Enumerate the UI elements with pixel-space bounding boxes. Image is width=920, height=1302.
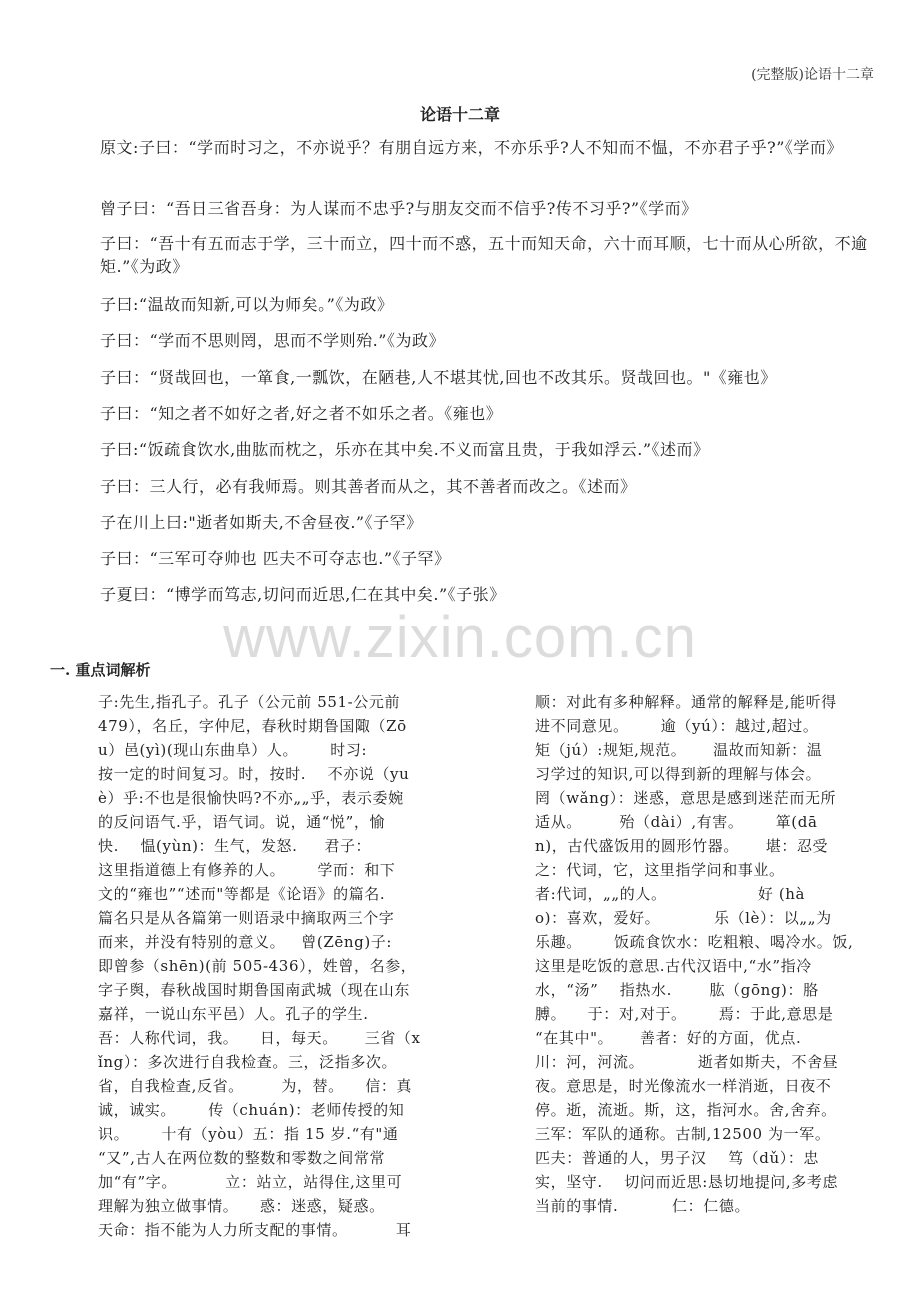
left-column-line: 文的“雍也”“述而"等都是《论语》的篇名. bbox=[98, 885, 386, 903]
right-column-line: 之：代词，它，这里指学问和事业。 bbox=[535, 861, 785, 879]
left-column-line: 吾：人称代词，我。 日，每天。 三省（x bbox=[98, 1029, 421, 1047]
original-text-6: 子曰：“贤哉回也，一箪食,一瓢饮，在陋巷,人不堪其忧,回也不改其乐。贤哉回也。"《雍也》 bbox=[100, 368, 777, 387]
right-column-line: o)：喜欢，爱好。 乐（lè）：以„„为 bbox=[535, 909, 832, 927]
right-column-line: 停。逝，流逝。斯，这，指河水。舍,舍弃。 bbox=[535, 1101, 837, 1119]
right-column-line: 者:代词，„„的人。 好 (hà bbox=[535, 885, 806, 903]
left-column-line: 省，自我检查,反省。 为，替。 信：真 bbox=[98, 1077, 413, 1095]
right-column bbox=[535, 690, 880, 1218]
left-column-line: “又”,古人在两位数的整数和零数之间常常 bbox=[98, 1149, 386, 1167]
right-column-line: 三军：军队的通称。古制,12500 为一军。 bbox=[535, 1125, 831, 1143]
original-text-8: 子曰:“饭疏食饮水,曲肱而枕之，乐亦在其中矣.不义而富且贵，于我如浮云.”《述而》 bbox=[100, 440, 710, 459]
left-column-line: 字子舆，春秋战国时期鲁国南武城（现在山东 bbox=[98, 981, 411, 999]
watermark: www.zixin.com.cn bbox=[223, 605, 697, 670]
left-column-line: 诚，诚实。 传（chuán)：老师传授的知 bbox=[98, 1101, 405, 1119]
right-column-line: 顺：对此有多种解释。通常的解释是,能听得 bbox=[535, 693, 837, 711]
left-column-line: 天命：指不能为人力所支配的事情。 耳 bbox=[98, 1221, 412, 1239]
original-text-2: 曾子曰：“吾日三省吾身：为人谋而不忠乎?与朋友交而不信乎?传不习乎?”《学而》 bbox=[100, 199, 698, 218]
original-text-7: 子曰：“知之者不如好之者,好之者不如乐之者。《雍也》 bbox=[100, 404, 503, 423]
right-column-line: 夜。意思是，时光像流水一样消逝，日夜不 bbox=[535, 1077, 832, 1095]
left-column bbox=[98, 690, 448, 1242]
original-text-10: 子在川上曰:"逝者如斯夫,不舍昼夜.”《子罕》 bbox=[100, 513, 423, 532]
section-title: 一. 重点词解析 bbox=[50, 661, 151, 679]
left-column-line: u）邑(yì)(现山东曲阜）人。 时习: bbox=[98, 741, 368, 759]
left-column-line: ǐng）：多次进行自我检查。三，泛指多次。 bbox=[98, 1053, 398, 1071]
original-text-4: 子曰:“温故而知新,可以为师矣。”《为政》 bbox=[100, 295, 394, 314]
left-column-line: 即曾参（shēn)(前 505-436），姓曾，名参， bbox=[98, 957, 417, 975]
original-text-5: 子曰：“学而不思则罔，思而不学则殆.”《为政》 bbox=[100, 331, 445, 350]
right-column-line: “在其中"。 善者：好的方面，优点. bbox=[535, 1029, 802, 1047]
right-column-line: 习学过的知识,可以得到新的理解与体会。 bbox=[535, 765, 822, 783]
original-text-3: 子曰：“吾十有五而志于学，三十而立，四十而不惑，五十而知天命，六十而耳顺，七十而从心所欲，不逾矩.”《为政》 bbox=[100, 234, 868, 276]
left-column-line: 而来，并没有特别的意义。 曾(Zēng)子: bbox=[98, 933, 393, 951]
left-column-line: 479），名丘，字仲尼，春秋时期鲁国陬（Zō bbox=[98, 717, 407, 735]
right-column-line: 乐趣。 饭疏食饮水：吃粗粮、喝冷水。饭, bbox=[535, 933, 854, 951]
original-text-12: 子夏曰：“博学而笃志,切问而近思,仁在其中矣.”《子张》 bbox=[100, 585, 506, 604]
left-column-line: è）乎:不也是很愉快吗?不亦„„乎，表示委婉 bbox=[98, 789, 404, 807]
right-column-line: n)，古代盛饭用的圆形竹器。 堪：忍受 bbox=[535, 837, 829, 855]
page-header: (完整版)论语十二章 bbox=[751, 67, 874, 83]
left-column-line: 子:先生,指孔子。孔子（公元前 551-公元前 bbox=[98, 693, 401, 711]
left-column-line: 理解为独立做事情。 惑：迷惑，疑惑。 bbox=[98, 1197, 385, 1215]
right-column-line: 矩（jú）:规矩,规范。 温故而知新：温 bbox=[535, 741, 823, 759]
right-column-line: 实，坚守. 切问而近思:恳切地提问,多考虑 bbox=[535, 1173, 839, 1191]
right-column-line: 罔（wǎng）：迷惑，意思是感到迷茫而无所 bbox=[535, 789, 837, 807]
left-column-line: 加“有”字。 立：站立，站得住,这里可 bbox=[98, 1173, 403, 1191]
right-column-line: 这里是吃饭的意思.古代汉语中,“水”指冷 bbox=[535, 957, 812, 975]
left-column-line: 篇名只是从各篇第一则语录中摘取两三个字 bbox=[98, 909, 395, 927]
right-column-line: 水，“汤” 指热水. 肱（gōng)：胳 bbox=[535, 981, 819, 999]
left-column-line: 嘉祥，一说山东平邑）人。孔子的学生. bbox=[98, 1005, 369, 1023]
right-column-line: 匹夫：普通的人，男子汉 笃（dǔ）：忠 bbox=[535, 1149, 820, 1167]
left-column-line: 的反问语气.乎，语气词。说，通“悦”，愉 bbox=[98, 813, 386, 831]
document-title: 论语十二章 bbox=[419, 105, 500, 124]
right-column-line: 膊。 于：对,对于。 焉：于此,意思是 bbox=[535, 1005, 834, 1023]
left-column-line: 识。 十有（yòu）五：指 15 岁.“有"通 bbox=[98, 1125, 399, 1143]
right-column-line: 适从。 殆（dài）,有害。 箪(dā bbox=[535, 813, 818, 831]
right-column-line: 当前的事情. 仁：仁德。 bbox=[535, 1197, 751, 1215]
original-text-9: 子曰：三人行，必有我师焉。则其善者而从之，其不善者而改之。《述而》 bbox=[100, 477, 637, 496]
left-column-line: 快. 愠(yùn)：生气，发怒. 君子： bbox=[98, 837, 372, 855]
right-column-line: 进不同意见。 逾（yú）：越过,超过。 bbox=[535, 717, 819, 735]
left-column-line: 按一定的时间复习。时，按时. 不亦说（yu bbox=[98, 765, 410, 783]
original-text-1: 原文:子曰：“学而时习之，不亦说乎？有朋自远方来，不亦乐乎?人不知而不愠，不亦君子乎?”《学而》 bbox=[100, 138, 843, 157]
right-column-line: 川：河，河流。 逝者如斯夫，不舍昼 bbox=[535, 1053, 839, 1071]
original-text-11: 子曰：“三军可夺帅也 匹夫不可夺志也.”《子罕》 bbox=[100, 549, 451, 568]
left-column-line: 这里指道德上有修养的人。 学而：和下 bbox=[98, 861, 396, 879]
